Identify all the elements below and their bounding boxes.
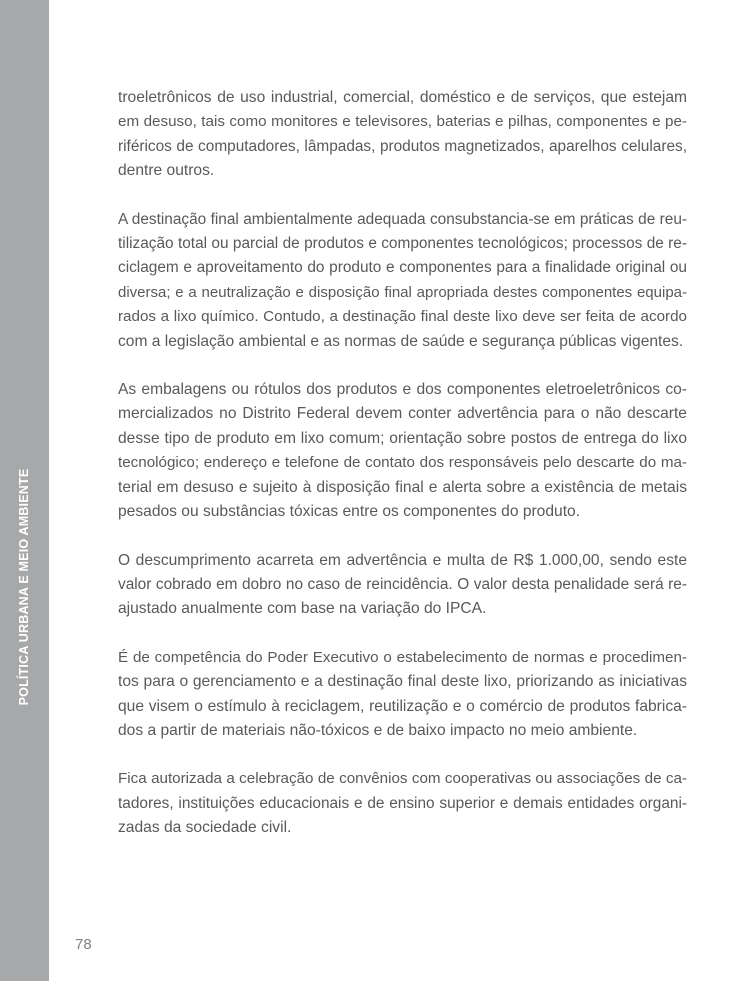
text-line: O descumprimento acarreta em advertência e multa de R$ 1.000,00, sendo este [118,551,687,569]
text-line: pesados ou substâncias tóxicas entre os componentes do produto. [118,503,581,521]
paragraph [118,378,687,524]
text-line: tos para o gerenciamento e a destinação final deste lixo, priorizando as iniciativas [118,673,687,691]
text-line: zadas da sociedade civil. [118,819,292,837]
text-line: diversa; e a neutralização e disposição final apropriada destes componentes equipa- [118,283,687,301]
text-line: terial em desuso e sujeito à disposição final e alerta sobre a existência de metais [118,478,687,496]
text-line: troeletrônicos de uso industrial, comercial, doméstico e de serviços, que estejam [118,89,687,106]
paragraph [118,208,687,354]
paragraph [118,86,687,184]
text-line: A destinação final ambientalmente adequada consubstancia-se em práticas de reu- [118,210,687,228]
text-line: dos a partir de materiais não-tóxicos e de baixo impacto no meio ambiente. [118,721,638,739]
text-line: desse tipo de produto em lixo comum; orientação sobre postos de entrega do lixo [118,429,687,447]
text-line: tilização total ou parcial de produtos e componentes tecnológicos; processos de re- [118,235,687,253]
section-title: POLÍTICA URBANA E MEIO AMBIENTE [17,468,31,706]
page-number: 78 [75,936,92,953]
side-bar [0,0,49,981]
text-line: que visem o estímulo à reciclagem, reutilização e o comércio de produtos fabrica- [118,697,687,715]
text-line: mercializados no Distrito Federal devem conter advertência para o não descarte [118,405,687,423]
text-line: tecnológico; endereço e telefone de contato dos responsáveis pelo descarte do ma- [118,454,687,472]
text-line: valor cobrado em dobro no caso de reincidência. O valor desta penalidade será re- [118,575,687,593]
body-text [118,86,687,865]
text-line: ciclagem e aproveitamento do produto e componentes para a finalidade original ou [118,259,687,277]
text-line: riféricos de computadores, lâmpadas, produtos magnetizados, aparelhos celulares, [118,137,687,155]
paragraph [118,549,687,622]
text-line: dentre outros. [118,162,215,180]
text-line: Fica autorizada a celebração de convênios com cooperativas ou associações de ca- [118,770,687,788]
paragraph [118,767,687,840]
text-line: As embalagens ou rótulos dos produtos e dos componentes eletroeletrônicos co- [118,381,687,399]
text-line: em desuso, tais como monitores e televisores, baterias e pilhas, componentes e pe- [118,113,687,131]
paragraph [118,646,687,744]
text-line: É de competência do Poder Executivo o estabelecimento de normas e procedimen- [118,648,687,666]
text-line: rados a lixo químico. Contudo, a destinação final deste lixo deve ser feita de acordo [118,308,687,326]
text-line: tadores, instituições educacionais e de ensino superior e demais entidades organi- [118,794,687,812]
text-line: com a legislação ambiental e as normas de saúde e segurança públicas vigentes. [118,332,684,350]
text-line: ajustado anualmente com base na variação do IPCA. [118,600,487,618]
